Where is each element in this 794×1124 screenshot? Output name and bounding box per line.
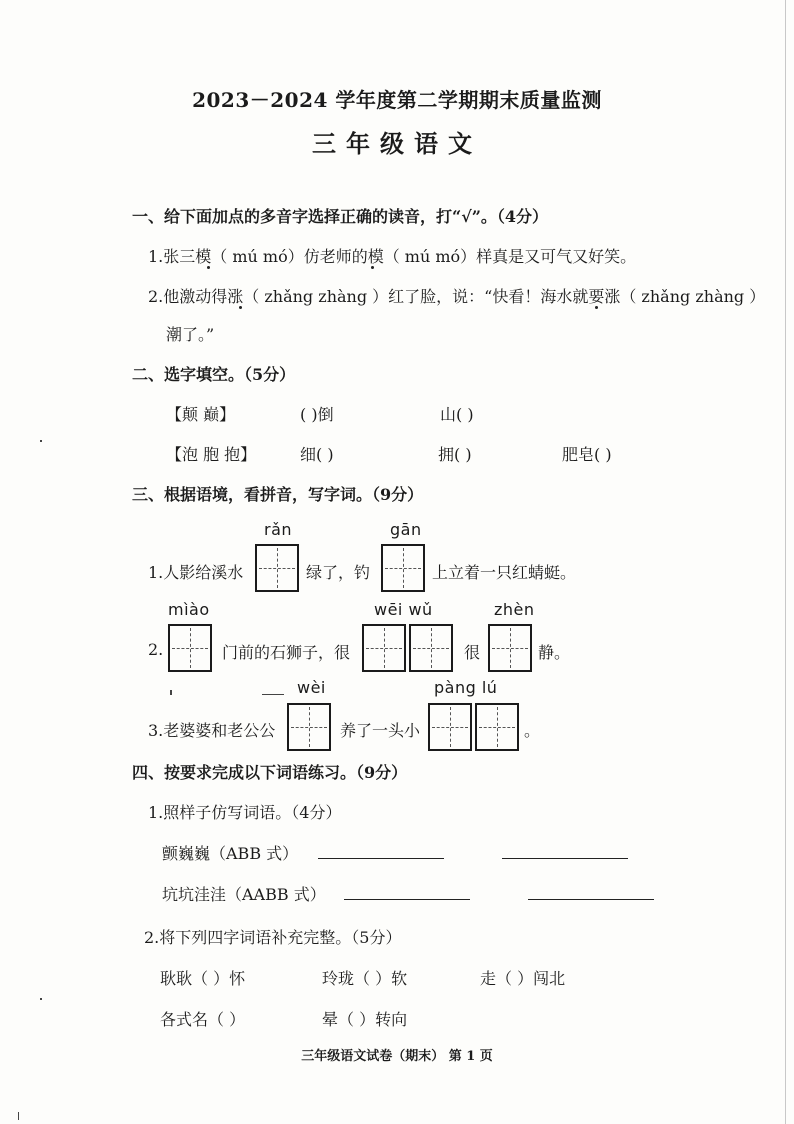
answer-line[interactable] <box>528 899 654 900</box>
idiom-5: 晕（ ）转向 <box>322 1010 408 1029</box>
s3-q2-text-d: 静。 <box>538 643 571 662</box>
exam-title: 2023－2024 学年度第二学期期末质量监测 <box>192 88 602 112</box>
s1-question-2-line-2: 潮了。” <box>166 325 215 344</box>
page-footer: 三年级语文试卷（期末） 第 1 页 <box>301 1049 493 1064</box>
scan-speck <box>170 690 172 695</box>
idiom-2: 玲珑（ ）软 <box>322 969 408 988</box>
section-3-heading: 三、根据语境，看拼音，写字词。（9分） <box>132 485 424 504</box>
s2-group-2: 【泡 胞 抱】 <box>166 445 257 464</box>
s2-blank-dao: ( )倒 <box>300 405 334 424</box>
emphasis-dot <box>595 306 598 309</box>
s2-group-1: 【颠 巅】 <box>166 405 236 424</box>
idiom-4: 各式名（ ） <box>160 1010 246 1029</box>
pinyin-zhen: zhèn <box>494 600 535 619</box>
s1-question-1: 1.张三模（ mú mó）仿老师的模（ mú mó）样真是又可气又好笑。 <box>148 247 637 266</box>
pinyin-gan: gān <box>390 520 422 539</box>
section-2-heading: 二、选字填空。（5分） <box>132 365 296 384</box>
s2-blank-xi: 细( ) <box>300 445 334 464</box>
s4-example-aabb: 坑坑洼洼（AABB 式） <box>162 885 326 904</box>
s4-question-1: 1.照样子仿写词语。（4分） <box>148 803 342 822</box>
page-edge <box>785 0 786 1124</box>
emphasis-dot <box>371 266 374 269</box>
pinyin-ran: rǎn <box>264 520 293 539</box>
s2-blank-feizao: 肥皂( ) <box>562 445 612 464</box>
s3-q3-text-a: 3.老婆婆和老公公 <box>148 721 276 740</box>
writing-box[interactable] <box>362 624 406 672</box>
emphasis-dot <box>207 266 210 269</box>
scan-speck <box>18 1112 19 1120</box>
pinyin-wei: wèi <box>297 678 326 697</box>
writing-box[interactable] <box>255 544 299 592</box>
writing-box[interactable] <box>488 624 532 672</box>
writing-box[interactable] <box>409 624 453 672</box>
section-4-heading: 四、按要求完成以下词语练习。（9分） <box>132 763 408 782</box>
s3-q1-text-a: 1.人影给溪水 <box>148 563 244 582</box>
s2-blank-shan: 山( ) <box>440 405 474 424</box>
pinyin-miao: mìào <box>168 600 210 619</box>
s3-q2-text-c: 很 <box>464 643 481 662</box>
emphasis-dot <box>239 306 242 309</box>
pinyin-weiwu: wēi wǔ <box>374 600 433 619</box>
scan-speck <box>40 440 42 442</box>
answer-line[interactable] <box>502 858 628 859</box>
s2-blank-yong: 拥( ) <box>438 445 472 464</box>
writing-box[interactable] <box>428 703 472 751</box>
idiom-3: 走（ ）闯北 <box>480 969 566 988</box>
s3-q2-text-b: 门前的石狮子，很 <box>222 643 351 662</box>
writing-box[interactable] <box>287 703 331 751</box>
writing-box[interactable] <box>381 544 425 592</box>
answer-line[interactable] <box>318 858 444 859</box>
s3-q1-text-b: 绿了，钓 <box>306 563 371 582</box>
s3-q1-text-c: 上立着一只红蜻蜓。 <box>432 563 577 582</box>
s3-q2-text-a: 2. <box>148 640 164 659</box>
exam-subtitle: 三年级语文 <box>312 129 482 158</box>
writing-box[interactable] <box>475 703 519 751</box>
scan-speck <box>262 694 284 695</box>
s3-q3-text-b: 养了一头小 <box>340 721 421 740</box>
section-1-heading: 一、给下面加点的多音字选择正确的读音，打“√”。（4分） <box>132 207 549 226</box>
writing-box[interactable] <box>168 624 212 672</box>
scan-speck <box>40 998 42 1000</box>
s1-question-2-line-1: 2.他激动得涨（ zhǎng zhàng ）红了脸，说：“快看！海水就要涨（ zhǎng zhàng ） <box>148 287 766 306</box>
idiom-1: 耿耿（ ）怀 <box>160 969 246 988</box>
s4-example-abb: 颤巍巍（ABB 式） <box>162 844 299 863</box>
s4-question-2: 2.将下列四字词语补充完整。（5分） <box>144 928 402 947</box>
answer-line[interactable] <box>344 899 470 900</box>
pinyin-panglu: pàng lú <box>434 678 498 697</box>
s3-q3-text-c: 。 <box>524 721 541 740</box>
